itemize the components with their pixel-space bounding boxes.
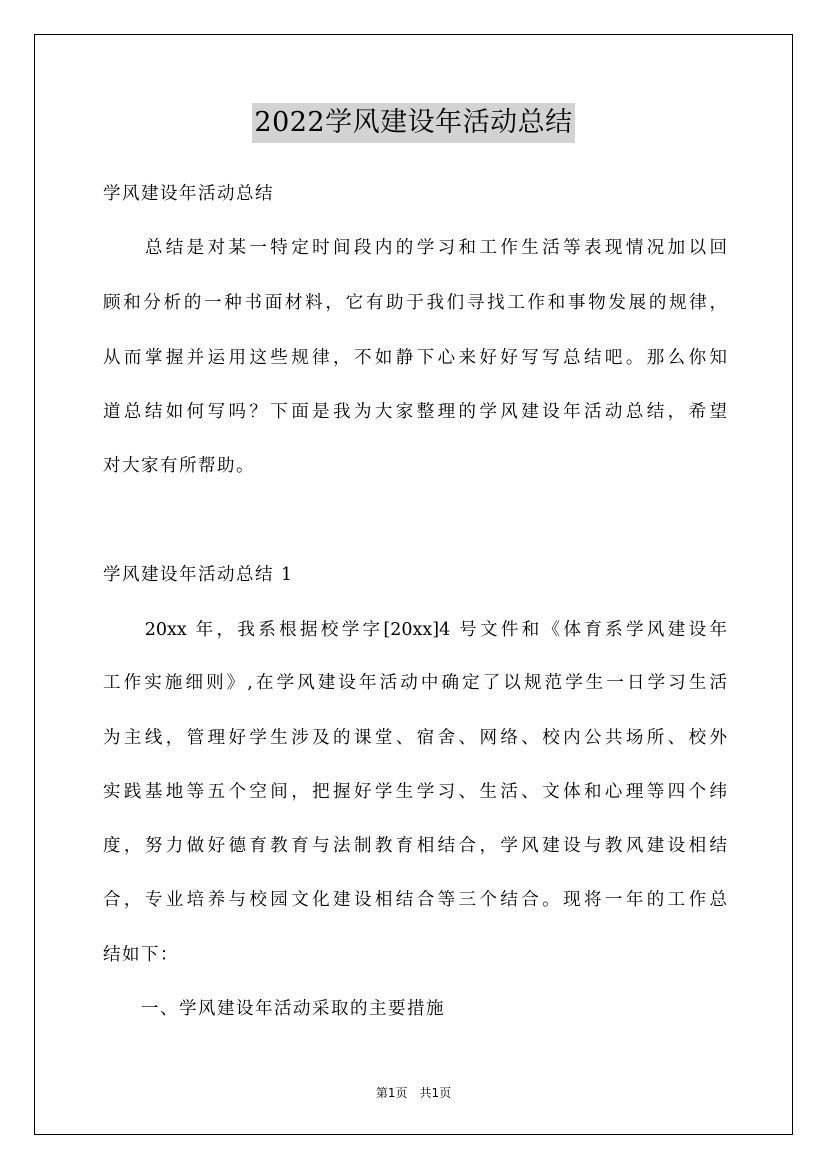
title-wrap	[0, 103, 827, 143]
document-subtitle: 学风建设年活动总结	[103, 184, 274, 204]
intro-line-4: 道总结如何写吗？下面是我为大家整理的学风建设年活动总结，希望	[103, 402, 727, 422]
section1-line-7: 结如下：	[103, 945, 179, 965]
section1-line-4: 实践基地等五个空间，把握好学生学习、生活、文体和心理等四个纬	[103, 782, 727, 802]
intro-line-2: 顾和分析的一种书面材料，它有助于我们寻找工作和事物发展的规律，	[103, 293, 727, 313]
intro-line-1: 总结是对某一特定时间段内的学习和工作生活等表现情况加以回	[103, 238, 727, 258]
section1-line-5: 度，努力做好德育教育与法制教育相结合，学风建设与教风建设相结	[103, 836, 727, 856]
page-footer: 第1页 共1页	[375, 1086, 452, 1100]
subheading-1: 一、学风建设年活动采取的主要措施	[103, 999, 445, 1019]
document-title: 2022学风建设年活动总结	[252, 103, 574, 143]
section1-line-3: 为主线，管理好学生涉及的课堂、宿舍、网络、校内公共场所、校外	[103, 728, 727, 748]
intro-line-3: 从而掌握并运用这些规律，不如静下心来好好写写总结吧。那么你知	[103, 348, 727, 368]
intro-line-5: 对大家有所帮助。	[103, 456, 255, 476]
section1-line-6: 合，专业培养与校园文化建设相结合等三个结合。现将一年的工作总	[103, 890, 727, 910]
section1-title: 学风建设年活动总结 1	[103, 565, 294, 585]
section1-line-1: 20xx 年，我系根据校学字[20xx]4 号文件和《体育系学风建设年	[103, 620, 727, 640]
section1-line-2: 工作实施细则》,在学风建设年活动中确定了以规范学生一日学习生活	[103, 673, 727, 693]
